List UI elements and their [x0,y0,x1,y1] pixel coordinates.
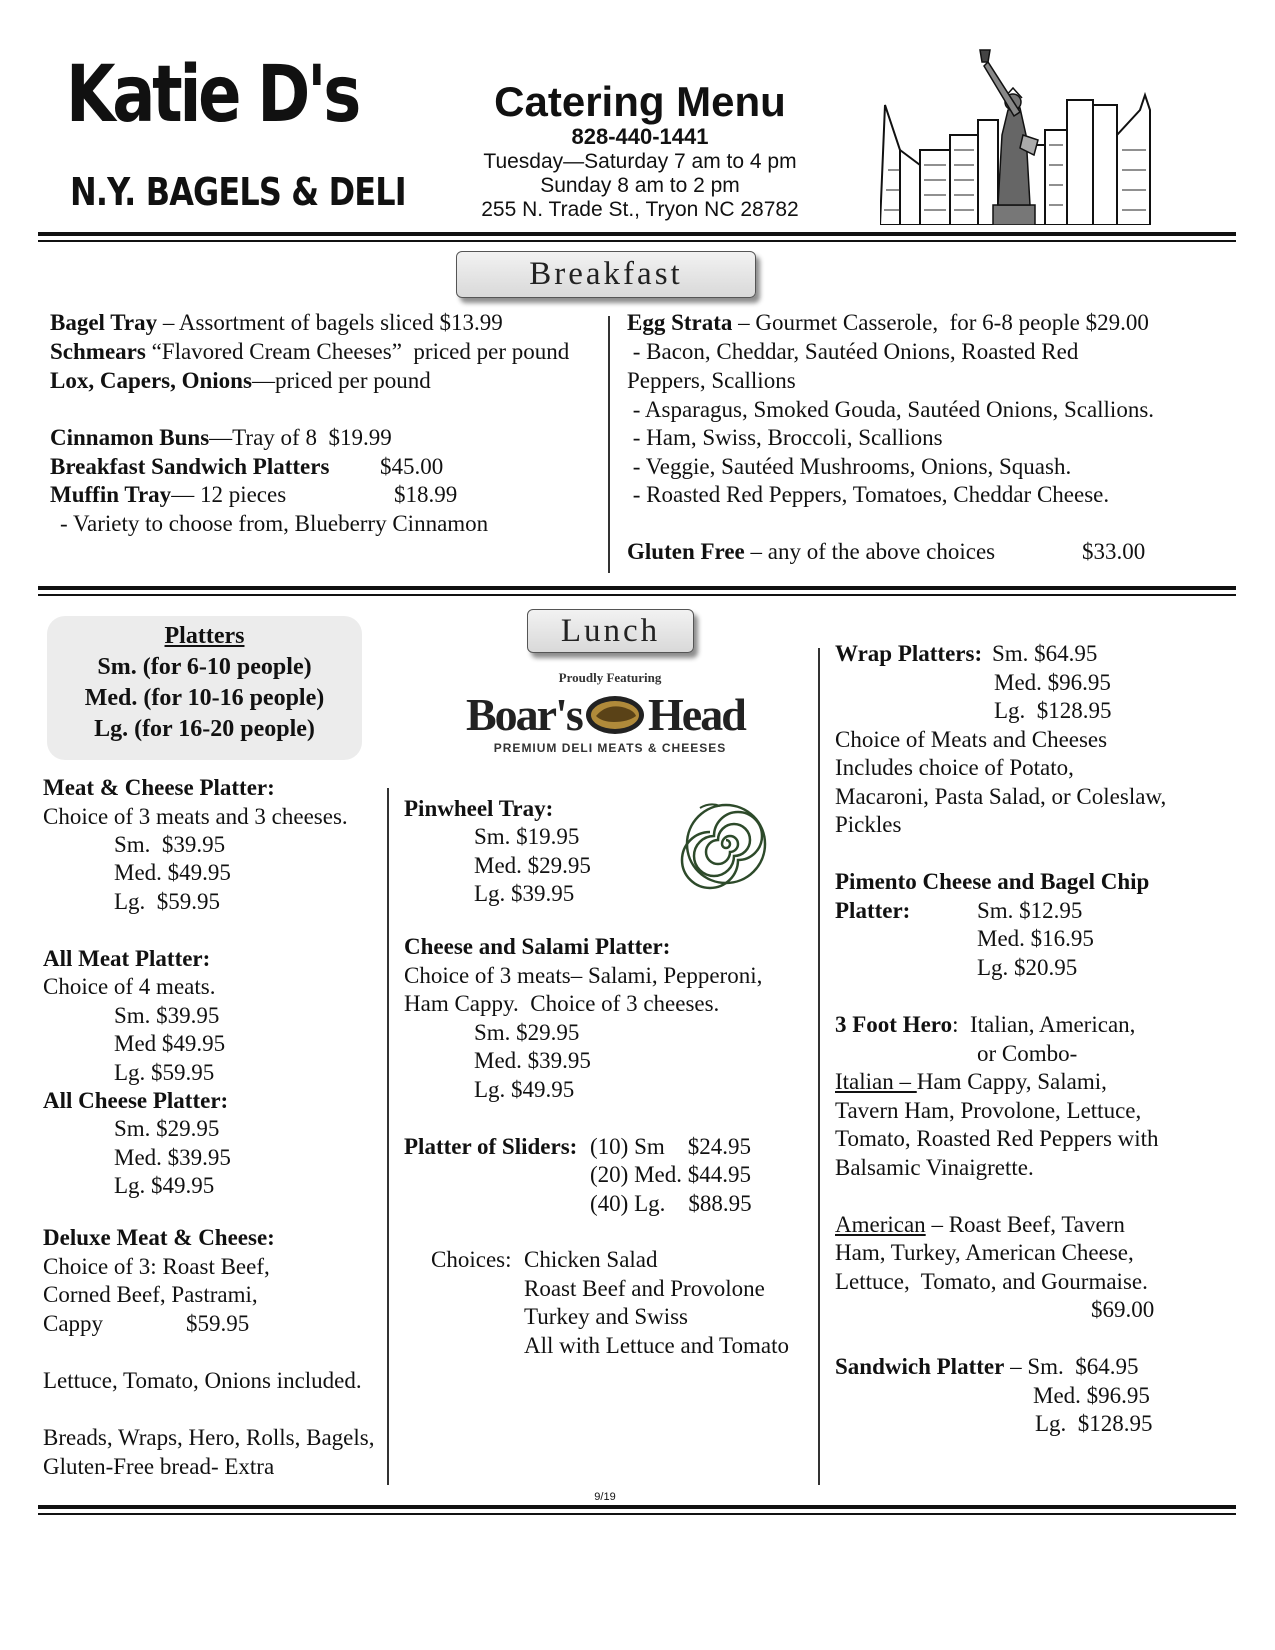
salami-lg: Lg. $49.95 [474,1077,575,1102]
bagel-tray-name: Bagel Tray [50,310,158,335]
egg-strata-desc: – Gourmet Casserole, for 6-8 people $29.00 [732,310,1149,335]
american-label: American [835,1212,926,1237]
muffin-tray-price: $18.99 [394,482,458,507]
lunch-divider-right [818,648,820,1485]
meat-cheese-sm: Sm. $39.95 [114,832,226,857]
deluxe-price: $59.95 [186,1311,250,1336]
pinwheel-title: Pinwheel Tray: [404,796,554,821]
italian-desc-line: Tomato, Roasted Red Peppers with [835,1126,1159,1151]
muffin-tray-name: Muffin Tray [50,482,172,507]
gluten-free-desc: – any of the above choices [744,539,996,564]
wrap-med: Med. $96.95 [994,670,1111,695]
breakfast-sandwich-price: $45.00 [380,454,444,479]
schmears-desc: “Flavored Cream Cheeses” priced per pound [145,339,570,364]
sandwich-platter-item [835,1352,1139,1382]
gluten-free-item [627,537,995,567]
bagel-tray-item [50,308,503,338]
schmears-name: Schmears [50,339,146,364]
muffin-variety: - Variety to choose from, Blueberry Cinnamon [60,511,489,536]
strata-option: - Bacon, Cheddar, Sautéed Onions, Roasted Red [627,339,1079,364]
pimento-med: Med. $16.95 [977,926,1094,951]
gluten-free-price: $33.00 [1082,539,1146,564]
boars-head-brand-right: Head [648,689,745,740]
wrap-desc: Macaroni, Pasta Salad, or Coleslaw, [835,784,1167,809]
pimento-lg: Lg. $20.95 [977,955,1078,980]
all-cheese-med: Med. $39.95 [114,1145,231,1170]
slider-choice: Roast Beef and Provolone [524,1276,765,1301]
wrap-sm: Sm. $64.95 [992,641,1098,666]
pimento-sm: Sm. $12.95 [977,898,1083,923]
all-meat-sm: Sm. $39.95 [114,1003,220,1028]
pimento-title-2: Platter: [835,898,911,923]
pimento-title-1: Pimento Cheese and Bagel Chip [835,869,1150,894]
pinwheel-spiral-icon [680,798,772,890]
italian-desc-line: Tavern Ham, Provolone, Lettuce, [835,1098,1142,1123]
all-cheese-sm: Sm. $29.95 [114,1116,220,1141]
included-note: Lettuce, Tomato, Onions included. [43,1368,362,1393]
hero-desc: : Italian, American, [952,1012,1136,1037]
deluxe-title: Deluxe Meat & Cheese: [43,1225,275,1250]
sliders-lg: (40) Lg. $88.95 [590,1191,752,1216]
italian-hero [835,1067,1107,1097]
boars-head-emblem-icon [584,694,646,736]
sandwich-platter-med: Med. $96.95 [1033,1383,1150,1408]
breakfast-rule-thick [38,586,1236,590]
lunch-divider-left [387,788,389,1485]
breakfast-rule-thin [38,594,1236,596]
strata-option: Peppers, Scallions [627,368,796,393]
schmears-item [50,337,569,367]
salami-med: Med. $39.95 [474,1048,591,1073]
strata-option: - Roasted Red Peppers, Tomatoes, Cheddar Cheese. [627,482,1110,507]
all-meat-lg: Lg. $59.95 [114,1060,215,1085]
salami-title: Cheese and Salami Platter: [404,934,671,959]
pinwheel-med: Med. $29.95 [474,853,591,878]
platters-box-title: Platters [164,623,245,649]
american-desc-line: Ham, Turkey, American Cheese, [835,1240,1134,1265]
meat-cheese-lg: Lg. $59.95 [114,889,221,914]
breakfast-sandwich-name: Breakfast Sandwich Platters [50,454,330,479]
hours-weekday: Tuesday—Saturday 7 am to 4 pm [483,150,797,173]
breakfast-heading: Breakfast [456,251,756,298]
page-title: Catering Menu [494,78,786,125]
meat-cheese-med: Med. $49.95 [114,860,231,885]
bagel-tray-desc: – Assortment of bagels sliced $13.99 [157,310,503,335]
boars-head-brand-left: Boar's [466,689,582,740]
slider-choice: Chicken Salad [524,1247,658,1272]
hero-combo: or Combo- [977,1041,1078,1066]
breads-note-2: Gluten-Free bread- Extra [43,1454,275,1479]
muffin-tray-desc: — 12 pieces [171,482,287,507]
header-rule-thin [38,240,1236,242]
sandwich-platter-sm: – Sm. $64.95 [1004,1354,1139,1379]
lox-name: Lox, Capers, Onions [50,368,252,393]
hero-title: 3 Foot Hero [835,1012,953,1037]
address: 255 N. Trade St., Tryon NC 28782 [481,198,799,221]
deluxe-desc-2: Corned Beef, Pastrami, [43,1282,258,1307]
lunch-heading: Lunch [527,609,694,653]
hours-sunday: Sunday 8 am to 2 pm [540,174,740,197]
footer-rule-thin [38,1513,1236,1515]
skyline-icon [880,40,1170,225]
sliders-title: Platter of Sliders: [404,1134,578,1159]
platters-size-med: Med. (for 10-16 people) [84,685,325,711]
all-meat-title: All Meat Platter: [43,946,211,971]
slider-choice: Turkey and Swiss [524,1304,689,1329]
all-meat-med: Med $49.95 [114,1031,226,1056]
platters-size-sm: Sm. (for 6-10 people) [97,654,312,680]
salami-sm: Sm. $29.95 [474,1020,580,1045]
brand-subtitle: N.Y. BAGELS & DELI [70,170,406,214]
egg-strata-item [627,308,1149,338]
strata-option: - Ham, Swiss, Broccoli, Scallions [627,425,943,450]
choices-label: Choices: [431,1247,512,1272]
footer-date: 9/19 [594,1491,616,1503]
wrap-desc: Includes choice of Potato, [835,755,1074,780]
italian-desc: Ham Cappy, Salami, [916,1069,1107,1094]
american-desc: – Roast Beef, Tavern [925,1212,1125,1237]
sliders-med: (20) Med. $44.95 [590,1162,751,1187]
all-cheese-title: All Cheese Platter: [43,1088,229,1113]
wrap-title: Wrap Platters: [835,641,983,666]
slider-choice: All with Lettuce and Tomato [524,1333,789,1358]
salami-desc-1: Choice of 3 meats– Salami, Pepperoni, [404,963,763,988]
american-desc-line: Lettuce, Tomato, and Gourmaise. [835,1269,1148,1294]
lox-item [50,366,431,396]
cinnamon-buns-desc: —Tray of 8 $19.99 [209,425,392,450]
footer-rule-thick [38,1505,1236,1509]
sandwich-platter-lg: Lg. $128.95 [1035,1411,1153,1436]
phone-number: 828-440-1441 [571,124,709,149]
salami-desc-2: Ham Cappy. Choice of 3 cheeses. [404,991,720,1016]
header-rule-thick [38,232,1236,236]
gluten-free-name: Gluten Free [627,539,745,564]
italian-desc-line: Balsamic Vinaigrette. [835,1155,1034,1180]
strata-option: - Asparagus, Smoked Gouda, Sautéed Onions, Scallions. [627,397,1155,422]
deluxe-desc-3: Cappy [43,1311,104,1336]
egg-strata-name: Egg Strata [627,310,733,335]
sliders-sm: (10) Sm $24.95 [590,1134,751,1159]
hero-price: $69.00 [1091,1297,1155,1322]
muffin-tray-item [50,480,286,510]
boars-head-tagline: PREMIUM DELI MEATS & CHEESES [493,741,727,755]
wrap-desc: Pickles [835,812,902,837]
american-hero [835,1210,1125,1240]
platters-size-lg: Lg. (for 16-20 people) [94,716,315,742]
all-cheese-lg: Lg. $49.95 [114,1173,215,1198]
deluxe-desc-1: Choice of 3: Roast Beef, [43,1254,270,1279]
sandwich-platter-title: Sandwich Platter [835,1354,1005,1379]
wrap-desc: Choice of Meats and Cheeses [835,727,1108,752]
italian-label: Italian – [835,1069,917,1094]
meat-cheese-title: Meat & Cheese Platter: [43,775,275,800]
pinwheel-lg: Lg. $39.95 [474,881,575,906]
pinwheel-sm: Sm. $19.95 [474,824,580,849]
lox-desc: —priced per pound [251,368,431,393]
strata-option: - Veggie, Sautéed Mushrooms, Onions, Squash. [627,454,1072,479]
all-meat-desc: Choice of 4 meats. [43,974,216,999]
brand-name: Katie D's [66,50,359,140]
cinnamon-buns-name: Cinnamon Buns [50,425,210,450]
wrap-lg: Lg. $128.95 [994,698,1112,723]
breakfast-divider [608,316,610,573]
boars-head-proudly: Proudly Featuring [558,670,662,685]
cinnamon-buns-item [50,423,392,453]
breads-note-1: Breads, Wraps, Hero, Rolls, Bagels, [43,1425,375,1450]
hero-item [835,1010,1135,1040]
meat-cheese-desc: Choice of 3 meats and 3 cheeses. [43,804,348,829]
